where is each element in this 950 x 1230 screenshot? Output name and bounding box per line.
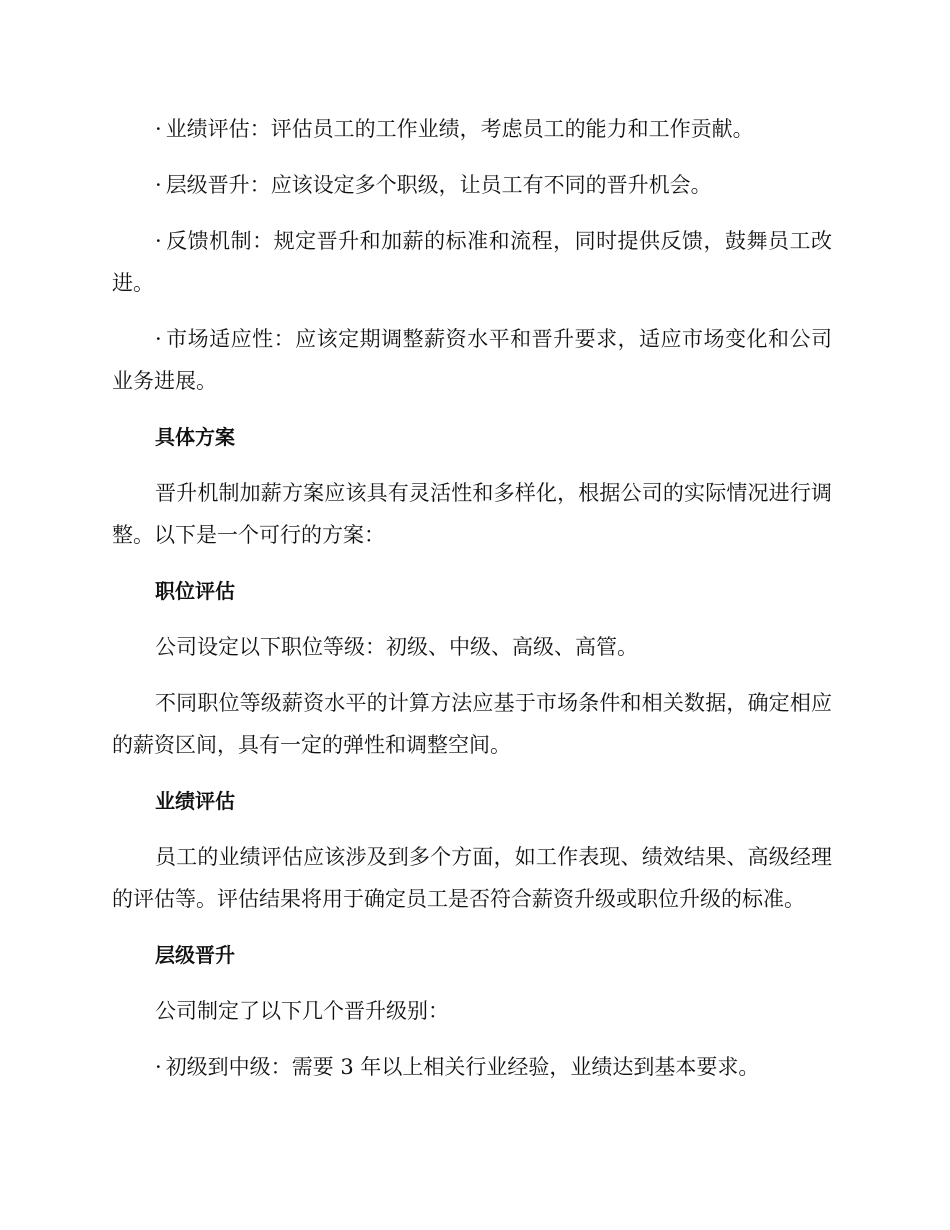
document-content: [112, 108, 832, 1102]
bullet-text: 需要 3 年以上相关行业经验，业绩达到基本要求。: [291, 1055, 760, 1079]
bullet-level-promotion: [112, 164, 832, 206]
bullet-mark: ·: [155, 327, 162, 351]
bullet-label: 业绩评估：: [165, 117, 271, 141]
bullet-mark: ·: [155, 229, 162, 253]
section-heading-levels: 层级晋升: [155, 943, 235, 967]
performance-paragraph: 员工的业绩评估应该涉及到多个方面，如工作表现、绩效结果、高级经理的评估等。评估结果将用于确定员工是否符合薪资升级或职位升级的标准。: [112, 845, 832, 911]
section-heading-plan: 具体方案: [155, 425, 235, 449]
bullet-text: 评估员工的工作业绩，考虑员工的能力和工作贡献。: [270, 117, 754, 141]
bullet-text: 规定晋升和加薪的标准和流程，同时提供反馈，鼓舞员工改进。: [112, 229, 833, 295]
bullet-label: 初级到中级：: [165, 1055, 292, 1079]
levels-paragraph: 公司制定了以下几个晋升级别：: [155, 999, 449, 1023]
position-paragraph: 公司设定以下职位等级：初级、中级、高级、高管。: [155, 635, 638, 659]
bullet-mark: ·: [155, 117, 162, 141]
bullet-label: 层级晋升：: [165, 173, 271, 197]
bullet-text: 应该设定多个职级，让员工有不同的晋升机会。: [270, 173, 712, 197]
bullet-label: 反馈机制：: [165, 229, 274, 253]
bullet-label: 市场适应性：: [165, 327, 296, 351]
bullet-mark: ·: [155, 1055, 162, 1079]
position-paragraph: 不同职位等级薪资水平的计算方法应基于市场条件和相关数据，确定相应的薪资区间，具有一定的弹性和调整空间。: [112, 691, 832, 757]
bullet-text: 应该定期调整薪资水平和晋升要求，适应市场变化和公司业务进展。: [112, 327, 833, 393]
bullet-feedback-mechanism: [112, 220, 832, 304]
section-heading-performance: 业绩评估: [155, 789, 235, 813]
bullet-mark: ·: [155, 173, 162, 197]
bullet-performance-evaluation: [112, 108, 832, 150]
bullet-junior-to-mid: [112, 1046, 832, 1088]
bullet-market-adaptability: [112, 318, 832, 402]
section-heading-position: 职位评估: [155, 579, 235, 603]
plan-paragraph: 晋升机制加薪方案应该具有灵活性和多样化，根据公司的实际情况进行调整。以下是一个可行的方案：: [112, 481, 832, 547]
